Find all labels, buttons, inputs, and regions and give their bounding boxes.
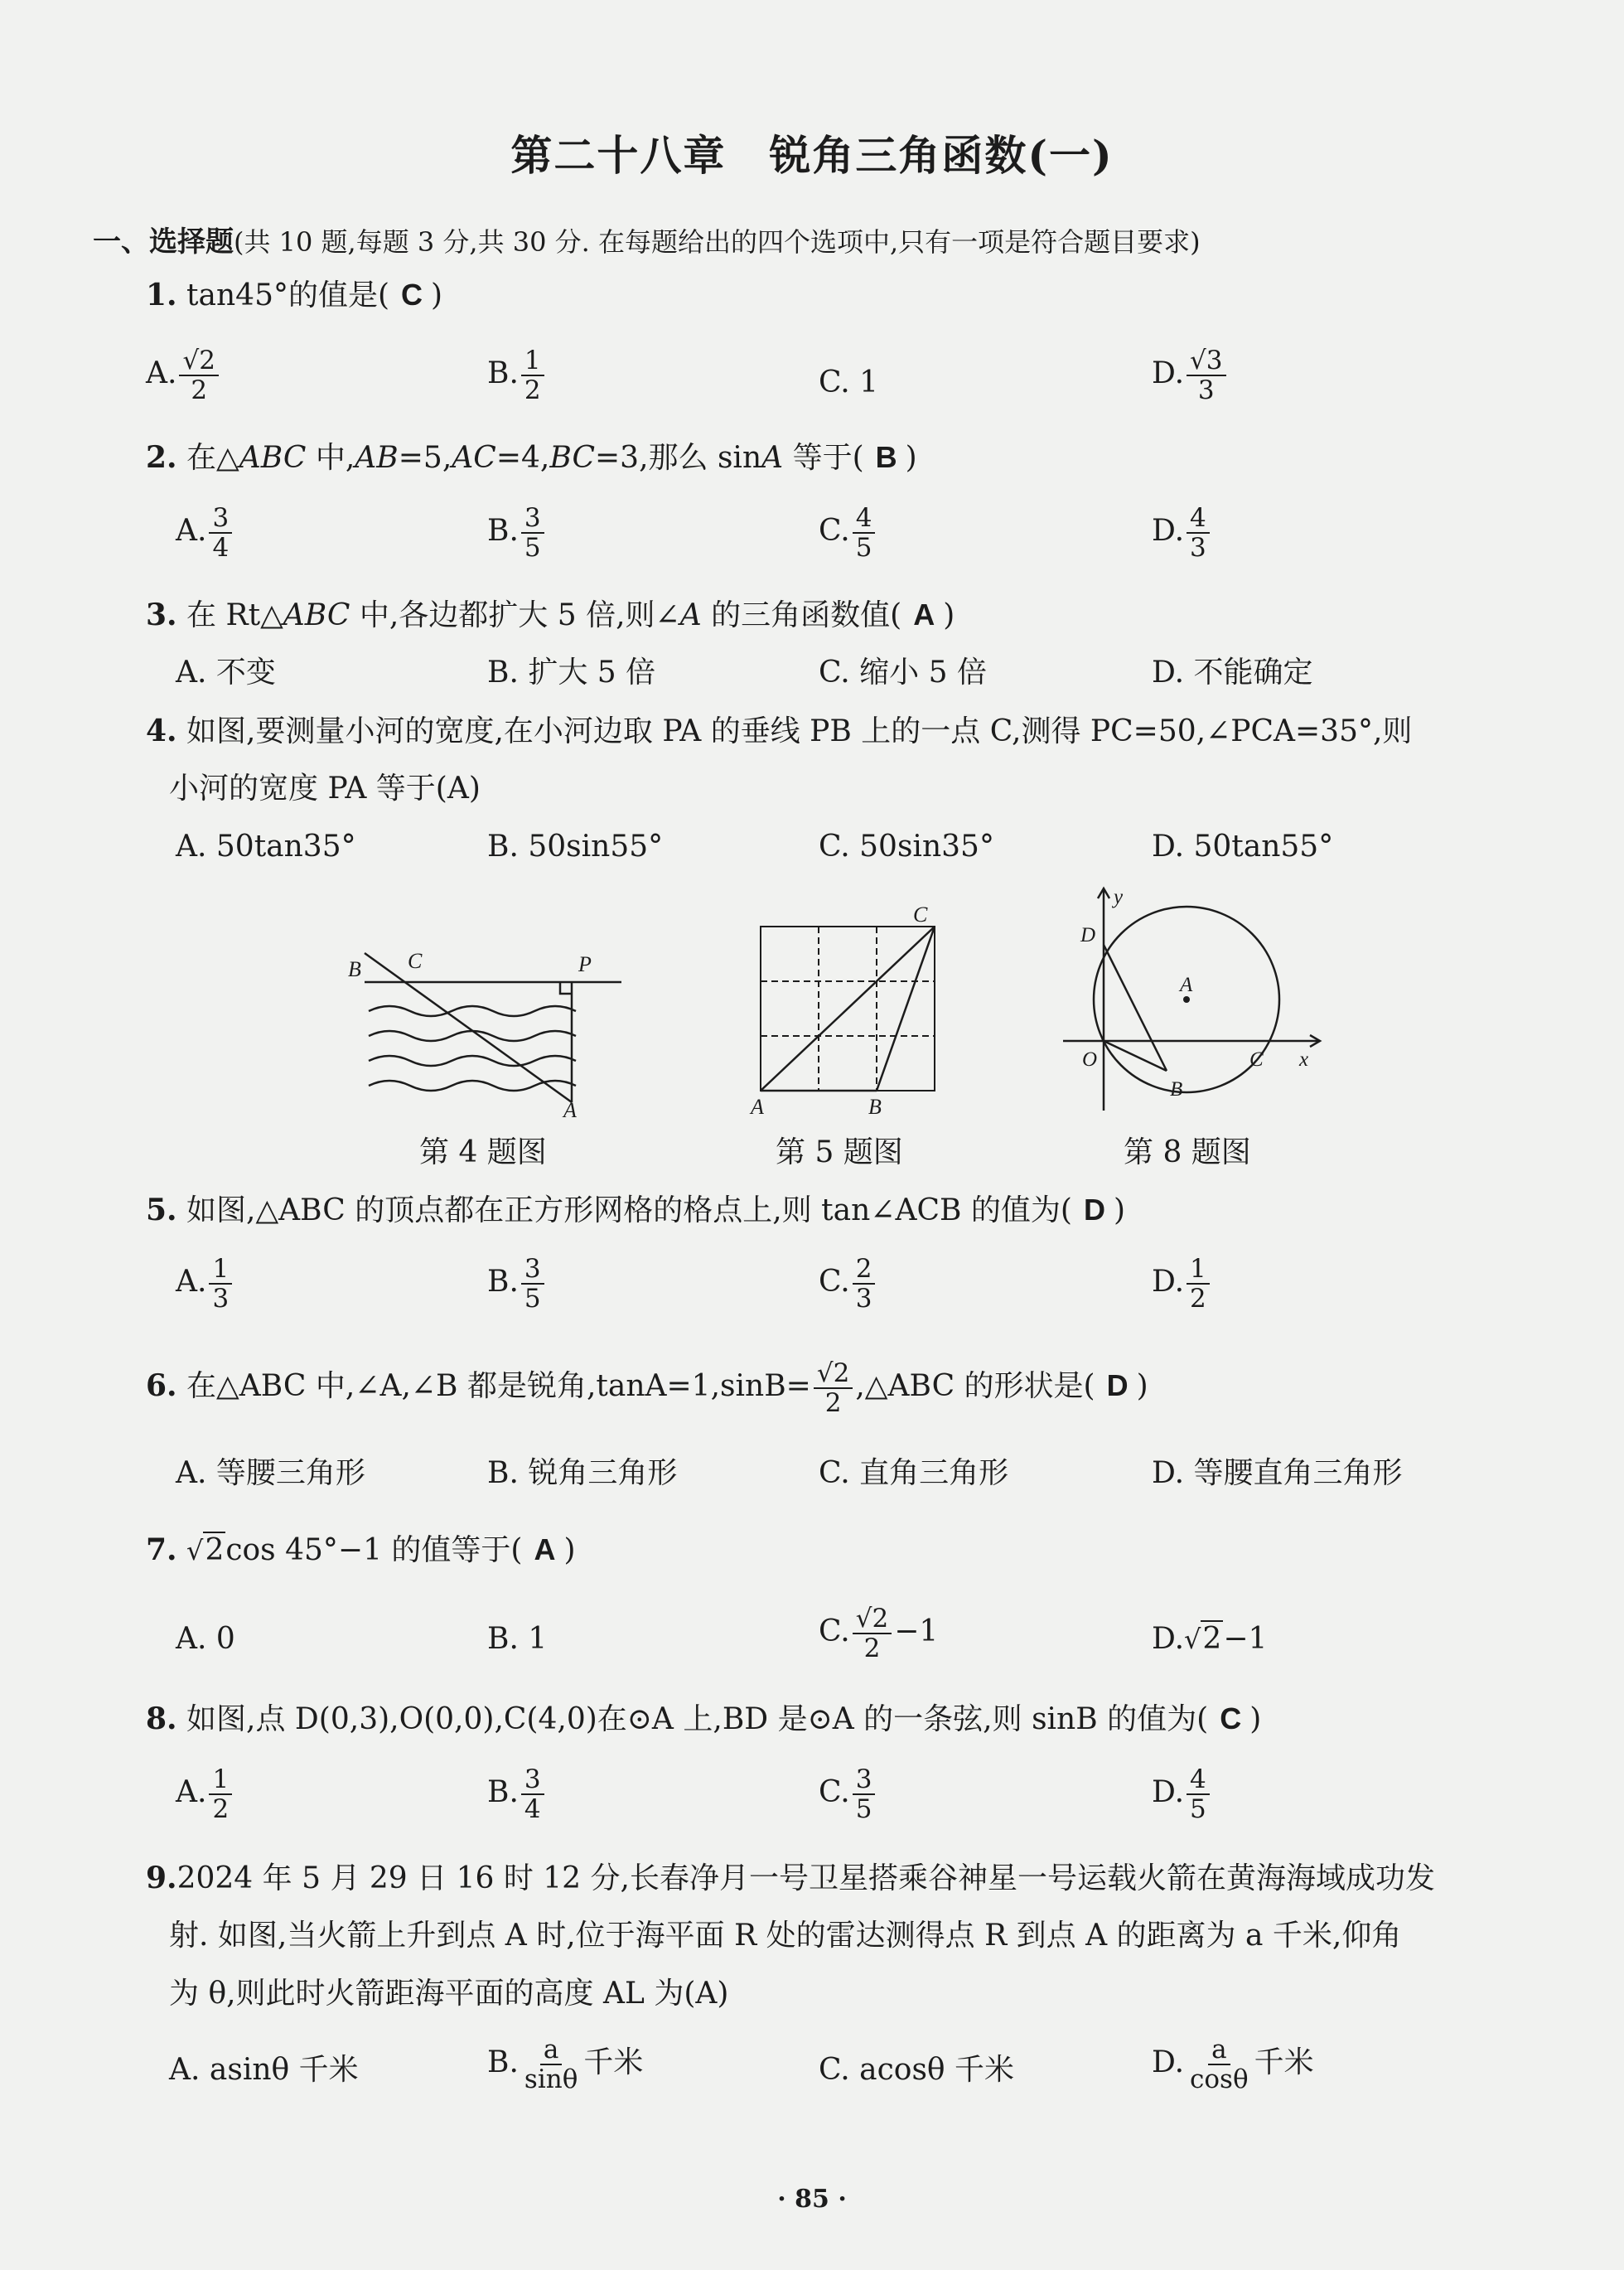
paren-close: ) (431, 278, 443, 312)
question-text: 如图,点 D(0,3),O(0,0),C(4,0)在⊙A 上,BD 是⊙A 的一条弦,则 sinB 的值为( (186, 1702, 1209, 1736)
label-a: A (751, 1095, 764, 1119)
label-c: C (1249, 1048, 1264, 1071)
page-number: · 85 · (777, 2185, 847, 2214)
option-b: B. $\frac{3}{5}$ (487, 1255, 547, 1313)
figure-8-circle (1051, 878, 1332, 1119)
question-number: 5. (146, 1193, 177, 1227)
wave (369, 1081, 576, 1091)
option-a: A. $\frac{√2}{2}$ (146, 346, 221, 404)
question-4-line2: 小河的宽度 PA 等于(A) (169, 772, 481, 806)
option-c: C. $\frac{2}{3}$ (819, 1255, 877, 1313)
triangle-abc (761, 927, 935, 1091)
option-c: C. 缩小 5 倍 (819, 656, 987, 690)
question-9-line2: 射. 如图,当火箭上升到点 A 时,位于海平面 R 处的雷达测得点 R 到点 A 的距离为 a 千米,仰角 (169, 1919, 1402, 1953)
answer: A (913, 598, 935, 632)
option-d: D. 50tan55° (1152, 830, 1334, 864)
question-text: 如图,△ABC 的顶点都在正方形网格的格点上,则 tan∠ACB 的值为( (186, 1193, 1072, 1227)
label-o: O (1082, 1048, 1098, 1071)
option-a: A. $\frac{3}{4}$ (176, 504, 234, 562)
chord-db (1104, 945, 1167, 1071)
section-note: (共 10 题,每题 3 分,共 30 分. 在每题给出的四个选项中,只有一项是符合题目要求) (234, 226, 1201, 258)
label-c: C (408, 949, 423, 973)
center-dot (1183, 996, 1190, 1003)
answer: A (447, 772, 469, 806)
wave (369, 1006, 576, 1016)
option-c: C. $\frac{√2}{2}$ −1 (819, 1604, 939, 1663)
answer: A (534, 1532, 556, 1566)
option-c: C. $\frac{3}{5}$ (819, 1765, 877, 1823)
question-text: tan45°的值是( (186, 278, 390, 312)
question-4 (146, 713, 1412, 750)
question-text: 如图,要测量小河的宽度,在小河边取 PA 的垂线 PB 上的一点 C,测得 PC=50,∠PCA=35°,则 (186, 714, 1413, 748)
label-b: B (348, 957, 361, 981)
figure-8-caption: 第 8 题图 (1124, 1135, 1251, 1169)
question-8: 8. 如图,点 D(0,3),O(0,0),C(4,0)在⊙A 上,BD 是⊙A 的一条弦,则 sinB 的值为( C ) (146, 1701, 1262, 1736)
question-6: 6. 在△ABC 中,∠A,∠B 都是锐角,tanA=1,sinB= $\frac{√2}{2}$ ,△ABC 的形状是( D ) (146, 1358, 1148, 1418)
wave (369, 1056, 576, 1066)
question-9 (146, 1860, 1435, 1897)
option-c: C. 1 (819, 365, 879, 399)
label-x: x (1299, 1048, 1309, 1071)
option-a: A. $\frac{1}{2}$ (176, 1765, 234, 1823)
option-b: B. 锐角三角形 (487, 1456, 678, 1490)
option-c: C. 直角三角形 (819, 1456, 1009, 1490)
label-d: D (1080, 924, 1096, 946)
option-a: A. asinθ 千米 (169, 2053, 359, 2087)
right-angle-mark (560, 982, 572, 994)
label-b: B (868, 1095, 882, 1119)
question-number: 6. (146, 1368, 177, 1403)
option-a: A. 0 (176, 1622, 235, 1656)
option-d: D. $\frac{4}{3}$ (1152, 504, 1212, 562)
option-b: B. $\frac{a}{\sin\theta}$ 千米 (487, 2035, 644, 2094)
question-text: 2024 年 5 月 29 日 16 时 12 分,长春净月一号卫星搭乘谷神星一号运载火箭在黄海海域成功发 (176, 1861, 1435, 1895)
label-p: P (578, 952, 592, 976)
option-c: C. acosθ 千米 (819, 2053, 1015, 2087)
question-number: 8. (146, 1701, 177, 1736)
answer: D (1083, 1193, 1105, 1227)
answer: D (1106, 1368, 1129, 1402)
question-number: 9. (146, 1861, 177, 1895)
label-a: A (1180, 974, 1193, 996)
question-2: 2. 在△ABC 中,AB=5,AC=4,BC=3,那么 sinA 等于( B ) (146, 440, 917, 475)
option-d: D. $\frac{a}{\cos\theta}$ 千米 (1152, 2035, 1314, 2094)
section-header (93, 219, 1576, 259)
question-number: 3. (146, 598, 177, 632)
chapter-title: 第二十八章 锐角三角函数(一) (510, 131, 1114, 180)
option-a: A. 50tan35° (176, 830, 356, 864)
question-5: 5. 如图,△ABC 的顶点都在正方形网格的格点上,则 tan∠ACB 的值为( D ) (146, 1193, 1125, 1227)
figure-4-caption: 第 4 题图 (419, 1135, 547, 1169)
option-d: D. $\frac{1}{2}$ (1152, 1255, 1212, 1313)
question-1 (146, 277, 442, 314)
question-number: 2. (146, 440, 177, 475)
answer: B (875, 440, 897, 474)
question-number: 1. (146, 278, 177, 312)
question-7: 7. √2cos 45°−1 的值等于( A ) (146, 1532, 576, 1567)
answer: C (401, 278, 423, 312)
option-d: D. 等腰直角三角形 (1152, 1456, 1403, 1490)
wave (369, 1031, 576, 1041)
option-b: B. $\frac{1}{2}$ (487, 346, 547, 404)
label-b: B (1170, 1078, 1183, 1101)
option-a: A. $\frac{1}{3}$ (176, 1255, 234, 1313)
option-d: D. 不能确定 (1152, 656, 1313, 690)
label-y: y (1114, 886, 1124, 908)
option-c: C. $\frac{4}{5}$ (819, 504, 877, 562)
option-b: B. 1 (487, 1622, 548, 1656)
question-number: 4. (146, 714, 177, 748)
option-d: D.√2−1 (1152, 1622, 1268, 1656)
figure-5-caption: 第 5 题图 (776, 1135, 903, 1169)
answer: C (1220, 1701, 1242, 1735)
question-9-line3: 为 θ,则此时火箭距海平面的高度 AL 为(A) (169, 1977, 729, 2011)
option-b: B. 扩大 5 倍 (487, 656, 656, 690)
answer: A (695, 1977, 718, 2011)
option-a: A. 不变 (176, 656, 276, 690)
label-a: A (563, 1098, 577, 1119)
section-head: 一、选择题 (93, 225, 234, 259)
option-b: B. 50sin55° (487, 830, 664, 864)
option-b: B. $\frac{3}{4}$ (487, 1765, 547, 1823)
option-c: C. 50sin35° (819, 830, 994, 864)
option-a: A. 等腰三角形 (176, 1456, 365, 1490)
question-3: 3. 在 Rt△ABC 中,各边都扩大 5 倍,则∠A 的三角函数值( A ) (146, 598, 955, 632)
label-c: C (913, 903, 928, 927)
figure-4-river (331, 937, 638, 1119)
option-d: D. $\frac{√3}{3}$ (1152, 346, 1229, 404)
option-d: D. $\frac{4}{5}$ (1152, 1765, 1212, 1823)
figure-5-grid (744, 903, 951, 1119)
option-b: B. $\frac{3}{5}$ (487, 504, 547, 562)
question-number: 7. (146, 1532, 177, 1567)
